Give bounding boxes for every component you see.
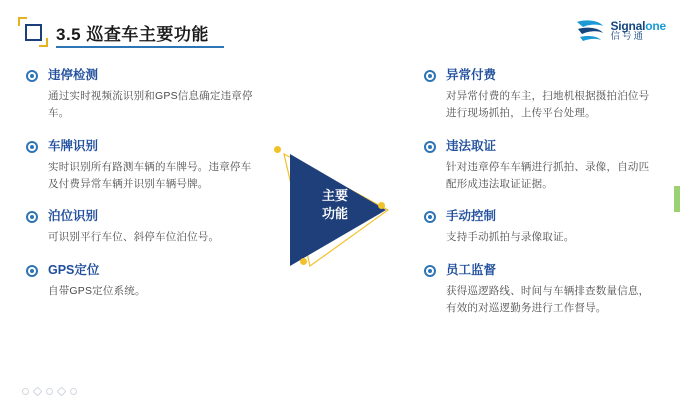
feature-title: 车牌识别 <box>48 138 99 153</box>
feature-item <box>26 263 256 300</box>
feature-title: GPS定位 <box>48 262 100 277</box>
feature-body: 获得巡逻路线、时间与车辆排查数量信息，有效的对巡逻勤务进行工作督导。 <box>446 284 650 314</box>
bullet-icon <box>424 211 436 223</box>
feature-title: 泊位识别 <box>48 209 99 224</box>
edge-accent <box>674 186 680 212</box>
feature-body: 对异常付费的车主，扫地机根据摄拍泊位号进行现场抓拍，上传平台处理。 <box>446 90 650 120</box>
feature-body: 支持手动抓拍与录像取证。 <box>446 231 575 244</box>
brand-text <box>610 20 666 43</box>
bullet-icon <box>26 211 38 223</box>
feature-title: 违法取证 <box>446 138 497 153</box>
brand-name-part1: Signal <box>610 18 646 33</box>
deco-diamond-icon <box>57 387 67 397</box>
feature-item <box>26 209 256 246</box>
corner-dot-icon <box>300 258 307 265</box>
deco-dot-icon <box>46 388 53 395</box>
feature-item <box>424 139 654 194</box>
deco-diamond-icon <box>33 387 43 397</box>
feature-body: 针对违章停车车辆进行抓拍、录像，自动匹配形成违法取证证据。 <box>446 160 650 190</box>
page-title: 3.5 巡查车主要功能 <box>56 25 209 44</box>
bullet-icon <box>424 70 436 82</box>
center-label <box>306 187 364 222</box>
brand-logo <box>575 16 666 46</box>
corner-dot-icon <box>274 146 281 153</box>
feature-title: 异常付费 <box>446 68 497 82</box>
feature-item <box>424 263 654 318</box>
bullet-icon <box>424 141 436 153</box>
left-feature-column <box>26 68 256 316</box>
feature-body: 通过实时视频流识别和GPS信息确定违章停车。 <box>48 90 253 120</box>
feature-item <box>26 139 256 194</box>
feature-body: 自带GPS定位系统。 <box>48 284 146 297</box>
bullet-icon <box>26 265 38 277</box>
title-underline <box>56 46 224 48</box>
center-label-line2: 功能 <box>321 205 348 221</box>
brand-name-part2: one <box>645 18 666 33</box>
feature-item <box>424 209 654 246</box>
center-triangle-graphic <box>268 140 404 290</box>
swoosh-logo-icon <box>575 18 605 44</box>
feature-title: 员工监督 <box>446 262 497 277</box>
footer-decoration <box>22 388 77 395</box>
brand-name-cn: 信号通 <box>610 31 645 43</box>
feature-item <box>26 68 256 123</box>
bracket-square-icon <box>18 17 48 47</box>
feature-body: 可识别平行车位、斜停车位泊位号。 <box>48 231 220 244</box>
slide-header <box>0 0 680 58</box>
bullet-icon <box>26 141 38 153</box>
deco-dot-icon <box>70 388 77 395</box>
feature-title: 违停检测 <box>48 68 99 82</box>
feature-item <box>424 68 654 123</box>
feature-title: 手动控制 <box>446 209 497 224</box>
bullet-icon <box>26 70 38 82</box>
feature-body: 实时识别所有路测车辆的车牌号。违章停车及付费异常车辆并识别车辆号牌。 <box>48 160 252 190</box>
right-feature-column <box>424 68 654 333</box>
corner-dot-icon <box>378 202 385 209</box>
bullet-icon <box>424 265 436 277</box>
deco-dot-icon <box>22 388 29 395</box>
center-label-line1: 主要 <box>321 188 348 203</box>
